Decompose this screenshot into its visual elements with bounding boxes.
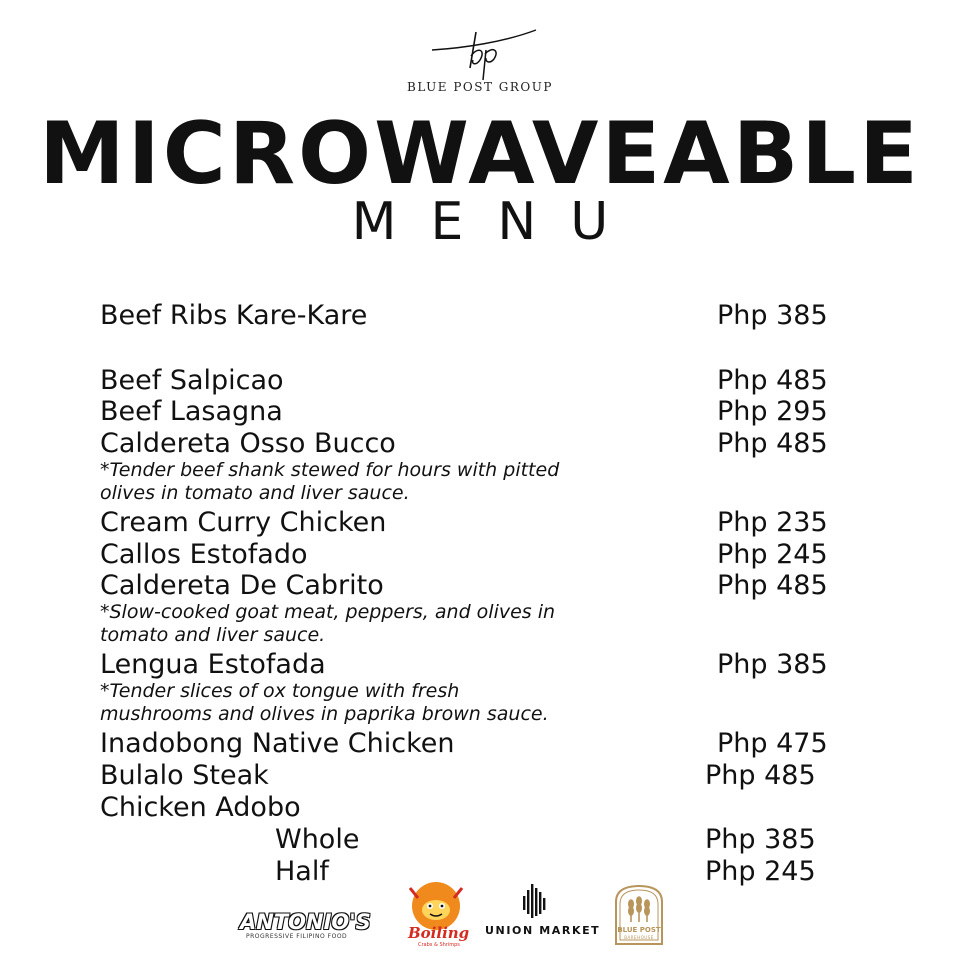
menu-item-name: Beef Ribs Kare-Kare [100,300,368,331]
menu-item-description: tomato and liver sauce. [100,624,326,646]
blue-post-logo-icon [424,20,544,82]
menu-subitem-name: Half [275,856,329,887]
blue-post-logo-text: BLUE POST [617,926,661,934]
menu-item-price: Php 245 [717,539,828,570]
menu-item-description: *Tender beef shank stewed for hours with pitted [100,459,560,481]
union-market-logo-icon [522,882,548,920]
menu-item-price: Php 485 [705,760,816,791]
menu-item-price: Php 385 [717,649,828,680]
menu-item-name: Caldereta De Cabrito [100,570,384,601]
menu-item-price: Php 245 [705,856,816,887]
menu-item-description: mushrooms and olives in paprika brown sauce. [100,703,549,725]
menu-item-price: Php 385 [705,824,816,855]
boiling-logo-text: Boiling [408,924,470,942]
menu-item-description: *Slow-cooked goat meat, peppers, and olives in [100,601,556,623]
menu-item-price: Php 235 [717,507,828,538]
menu-item-name: Cream Curry Chicken [100,507,387,538]
blue-post-logo-tagline: BAREHOUSE [624,935,654,940]
menu-item-description: *Tender slices of ox tongue with fresh [100,680,460,702]
menu-item-description: olives in tomato and liver sauce. [100,482,410,504]
menu-item-price: Php 485 [717,365,828,396]
page-title: MICROWAVEABLE [39,104,921,204]
boiling-logo-tagline: Crabs & Shrimps [418,942,460,948]
menu-item-name: Beef Lasagna [100,396,283,427]
menu-subitem-name: Whole [275,824,360,855]
menu-item-price: Php 485 [717,570,828,601]
menu-item-name: Bulalo Steak [100,760,269,791]
menu-item-name: Inadobong Native Chicken [100,728,455,759]
menu-item-name: Chicken Adobo [100,792,301,823]
antonios-logo: ANTONIO'S [240,910,371,934]
menu-item-name: Caldereta Osso Bucco [100,428,396,459]
union-market-logo-text: UNION MARKET [485,924,601,937]
menu-item-name: Beef Salpicao [100,365,284,396]
menu-item-price: Php 485 [717,428,828,459]
page-subtitle: MENU [351,192,643,252]
menu-item-price: Php 475 [717,728,828,759]
menu-item-name: Lengua Estofada [100,649,326,680]
antonios-tagline: PROGRESSIVE FILIPINO FOOD [246,933,348,940]
group-name: BLUE POST GROUP [407,80,553,94]
menu-item-name: Callos Estofado [100,539,308,570]
menu-item-price: Php 295 [717,396,828,427]
menu-item-price: Php 385 [717,300,828,331]
